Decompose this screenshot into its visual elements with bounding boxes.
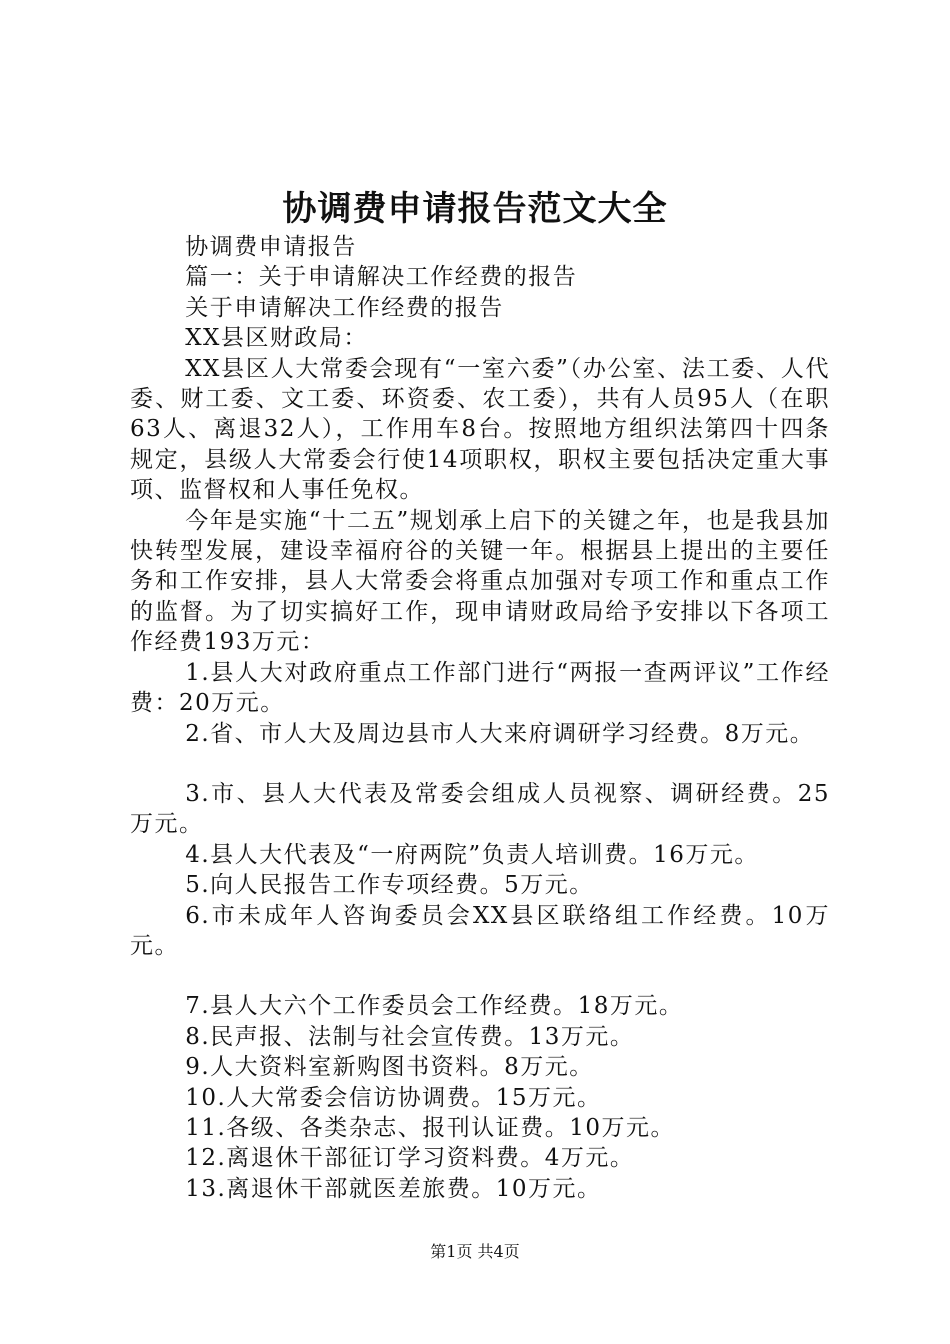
document-title: 协调费申请报告范文大全 [282,189,668,229]
list-item-3: 3.市、县人大代表及常委会组成人员视察、调研经费。25万元。 [130,780,830,838]
list-item-7: 7.县人大六个工作委员会工作经费。18万元。 [185,993,684,1020]
list-item-5: 5.向人民报告工作专项经费。5万元。 [185,872,594,899]
list-item-6: 6.市未成年人咨询委员会XX县区联络组工作经费。10万元。 [130,902,830,959]
list-item-12: 12.离退休干部征订学习资料费。4万元。 [185,1145,635,1172]
list-item-11: 11.各级、各类杂志、报刊认证费。10万元。 [185,1114,676,1141]
paragraph-request: 今年是实施“十二五”规划承上启下的关键之年，也是我县加快转型发展，建设幸福府谷的关键一年。根据县上提出的主要任务和工作安排，县人大常委会将重点加强对专项工作和重点工作的监督。为了切实搞好工作，现申请财政局给予安排以下各项工作经费193万元： [130,507,830,656]
paragraph-report-heading: 协调费申请报告 [185,234,357,260]
paragraph-report-title: 关于申请解决工作经费的报告 [185,294,504,321]
paragraph-addressee: XX县区财政局： [185,325,368,352]
list-item-8: 8.民声报、法制与社会宣传费。13万元。 [185,1023,635,1050]
list-item-10: 10.人大常委会信访协调费。15万元。 [185,1084,602,1111]
list-item-4: 4.县人大代表及“一府两院”负责人培训费。16万元。 [185,841,759,868]
list-item-1: 1.县人大对政府重点工作部门进行“两报一查两评议”工作经费：20万元。 [130,659,830,717]
list-item-13: 13.离退休干部就医差旅费。10万元。 [185,1175,602,1202]
paragraph-chapter-one: 篇一：关于申请解决工作经费的报告 [185,264,578,291]
list-item-9: 9.人大资料室新购图书资料。8万元。 [185,1054,594,1081]
document-body [130,232,830,1204]
list-item-2: 2.省、市人大及周边县市人大来府调研学习经费。8万元。 [185,720,815,747]
page-indicator: 第1页 共4页 [430,1242,520,1261]
paragraph-intro: XX县区人大常委会现有“一室六委”（办公室、法工委、人代委、财工委、文工委、环资委、农工委），共有人员95人（在职63人、离退32人），工作用车8台。按照地方组织法第四十四条规定，县级人大常委会行使14项职权，职权主要包括决定重大事项、监督权和人事任免权。 [130,355,830,504]
